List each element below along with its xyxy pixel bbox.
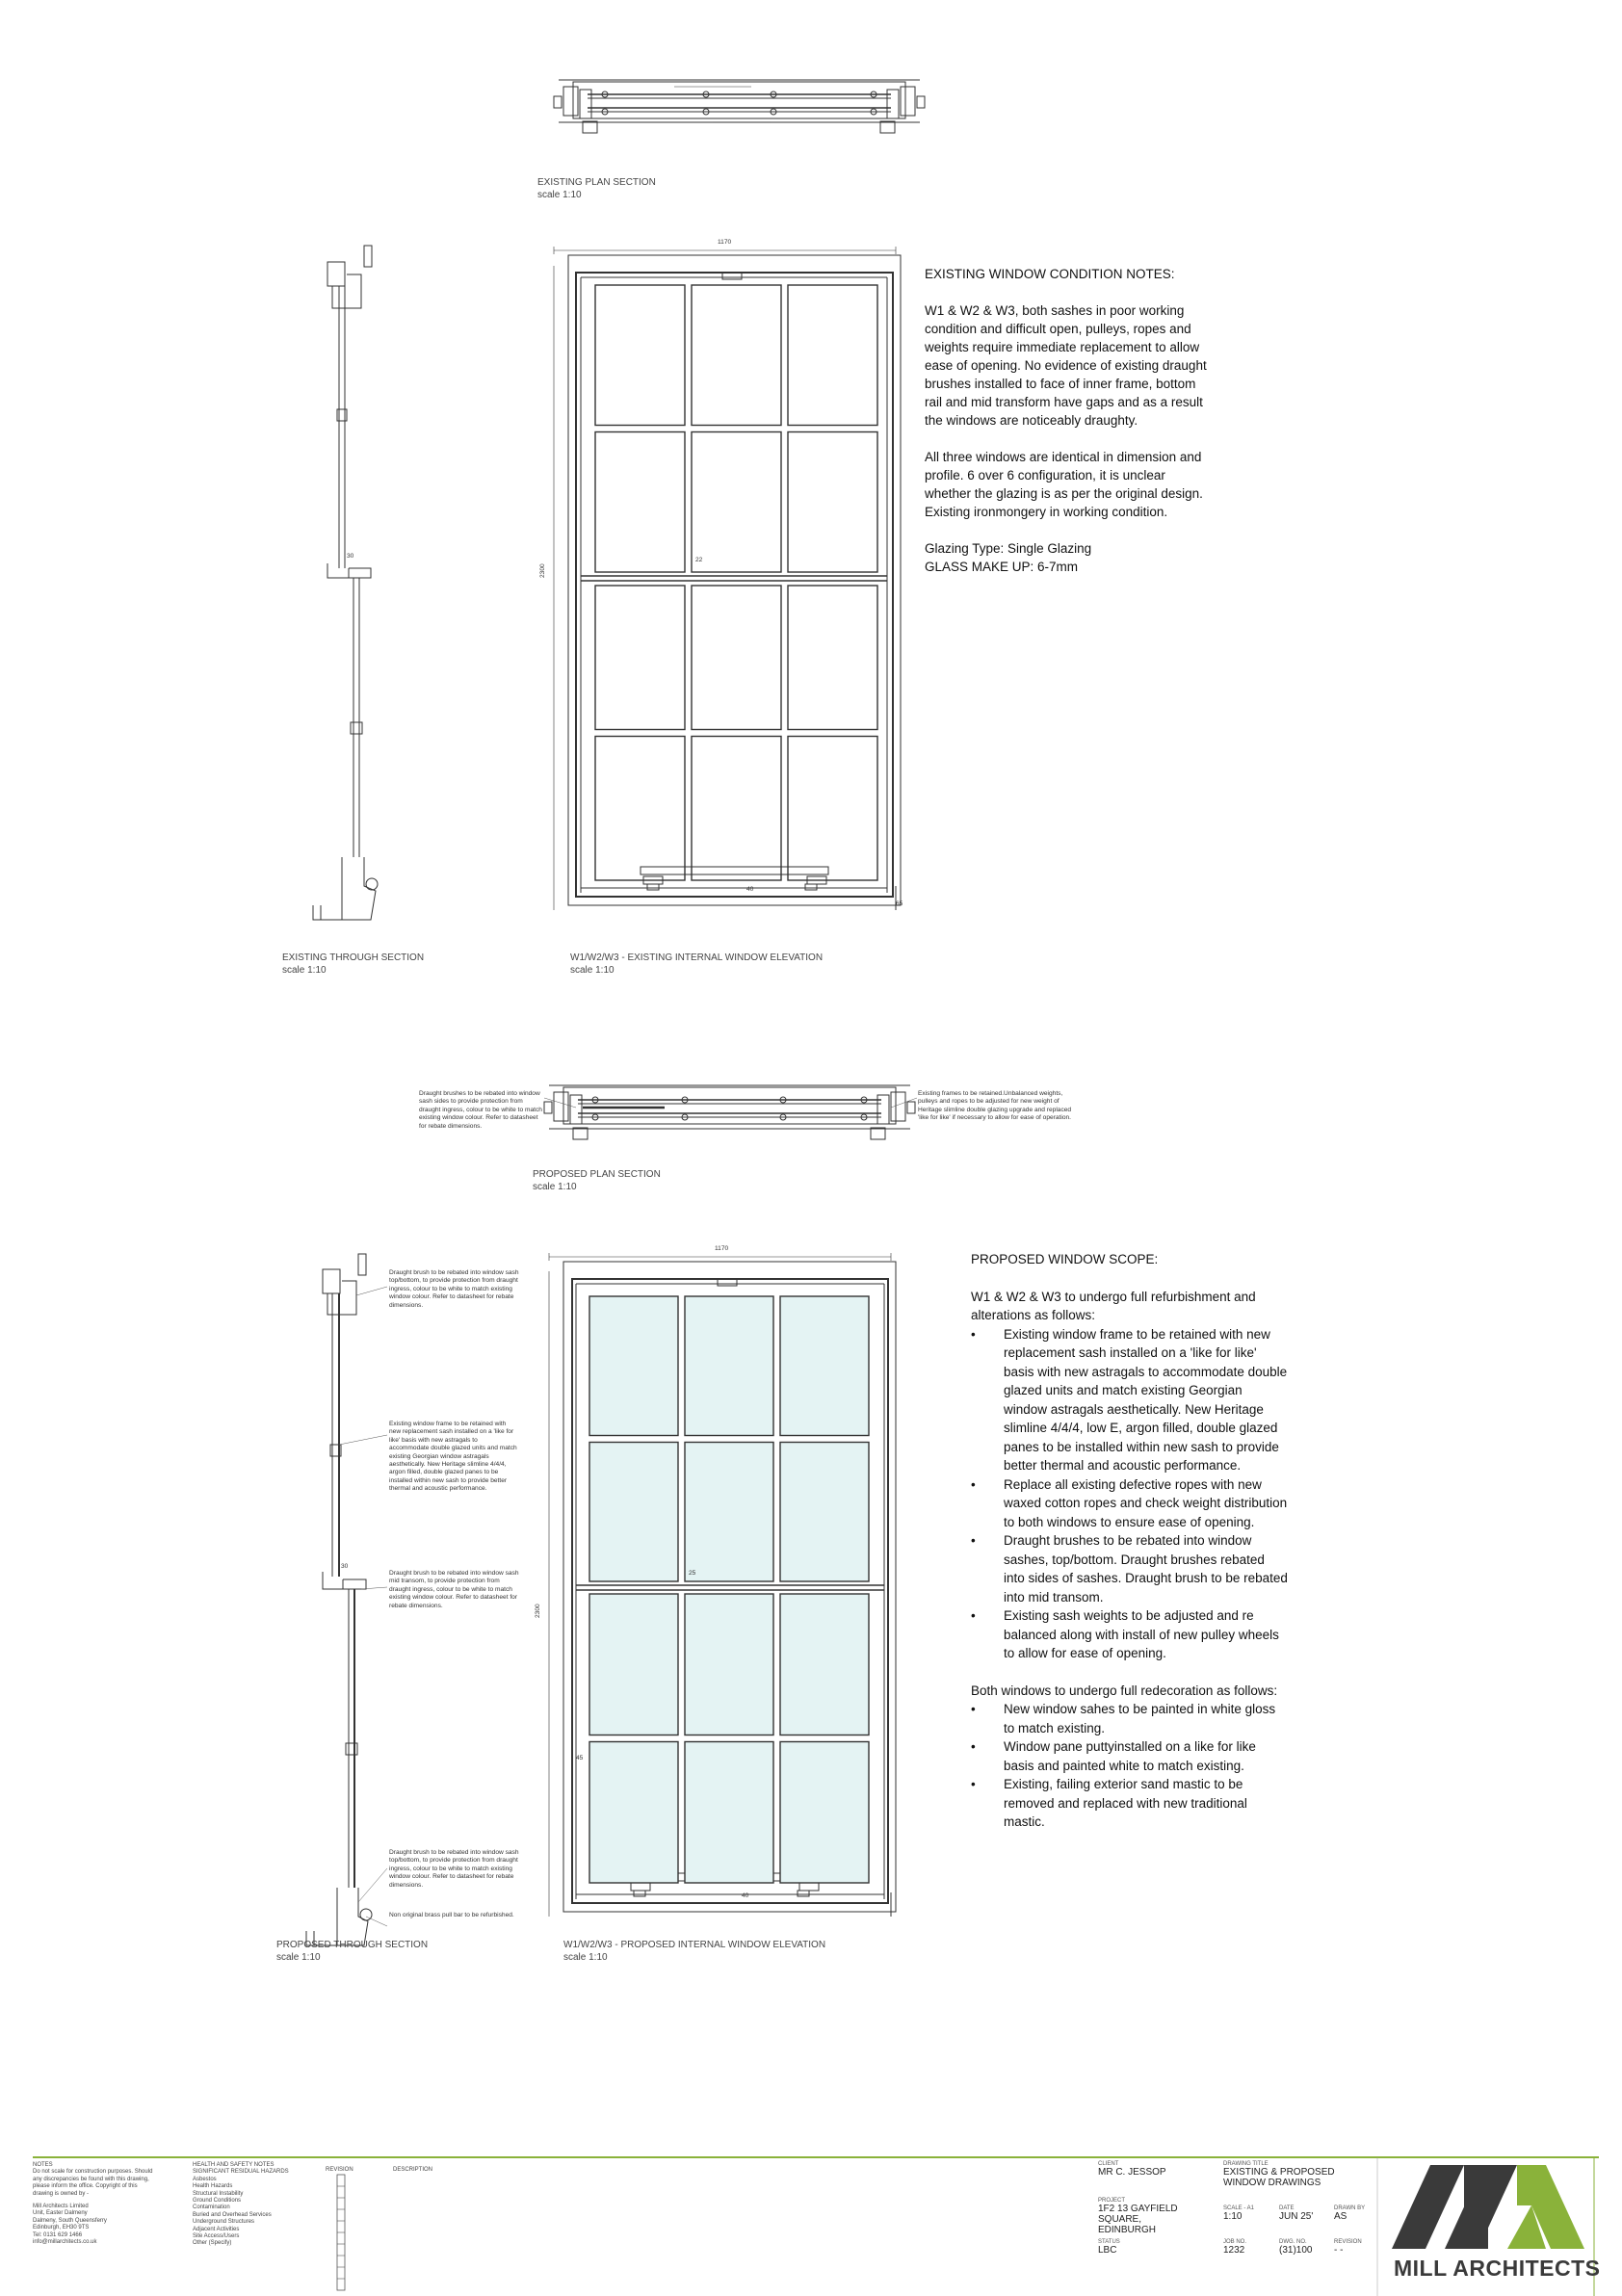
glass-pane (595, 586, 685, 730)
proposed-through-scale: scale 1:10 (276, 1952, 321, 1963)
glass-pane (788, 586, 877, 730)
tb-drawing-title-value: EXISTING & PROPOSED WINDOW DRAWINGS (1223, 2167, 1335, 2188)
section-mid-annotation: Draught brush to be rebated into window sash mid transom, to provide protection from draught ingress, colour to be white to match existing window colour. Refer to datasheet for rebate dimensions. (389, 1570, 519, 1609)
scope-item: • Existing sash weights to be adjusted and re balanced along with install of new pulley wheels to allow for ease of opening. (1004, 1606, 1289, 1663)
existing-notes-title: EXISTING WINDOW CONDITION NOTES: (925, 267, 1175, 281)
proposed-through-title: PROPOSED THROUGH SECTION (276, 1940, 429, 1950)
tb-status (1098, 2239, 1219, 2256)
existing-plan-caption (537, 176, 656, 201)
glass-pane (788, 432, 877, 573)
proposed-plan-scale: scale 1:10 (533, 1182, 577, 1192)
glass-makeup: GLASS MAKE UP: 6-7mm (925, 560, 1079, 574)
existing-elevation-caption (570, 952, 823, 977)
scope-item: • Draught brushes to be rebated into window sashes, top/bottom. Draught brushes rebated into sides of sashes. Draught brush to be rebated into mid transom. (1004, 1531, 1289, 1606)
mill-architects-logo (1392, 2165, 1584, 2249)
glass-pane (595, 737, 685, 881)
proposed-elevation-caption (563, 1939, 825, 1964)
existing-elevation-drawing (554, 247, 901, 910)
proposed-plan-caption (533, 1168, 661, 1193)
scope-item: • Replace all existing defective ropes with new waxed cotton ropes and check weight distribution to both windows to ensure ease of opening. (1004, 1475, 1289, 1532)
tb-drawing-title-label: DRAWING TITLE (1223, 2161, 1269, 2167)
existing-through-title: EXISTING THROUGH SECTION (282, 952, 425, 963)
tb-hs-items: Asbestos Health Hazards Structural Instability Ground Conditions Contamination Buried and Overhead Services Underground Structures Adjacent Activities Site Access/Users Other (Specify) (193, 2176, 272, 2247)
proposed-elevation-title: W1/W2/W3 - PROPOSED INTERNAL WINDOW ELEVATION (563, 1940, 826, 1950)
tb-hs-header: HEALTH AND SAFETY NOTES SIGNIFICANT RESIDUAL HAZARDS (193, 2162, 289, 2176)
existing-dim-65: 65 (896, 900, 903, 907)
existing-elevation-title: W1/W2/W3 - EXISTING INTERNAL WINDOW ELEVATION (570, 952, 824, 963)
tb-status-label: STATUS (1098, 2239, 1120, 2245)
proposed-plan-title: PROPOSED PLAN SECTION (533, 1169, 661, 1180)
tb-scale-value: 1:10 (1223, 2211, 1243, 2222)
glass-pane (589, 1443, 678, 1582)
tb-notes-text: Do not scale for construction purposes. Should any discrepancies be found with this drawing, please inform the office. Copyright of this drawing is owned by - (33, 2169, 153, 2197)
tb-drawing-title (1223, 2161, 1368, 2188)
tb-project (1098, 2198, 1223, 2235)
tb-project-label: PROJECT (1098, 2198, 1126, 2204)
tb-scale-label: SCALE - A1 (1223, 2205, 1255, 2211)
proposed-height-dim: 2300 (535, 1604, 541, 1618)
brand-wordmark: MILL ARCHITECTS (1394, 2256, 1601, 2281)
proposed-dim-25: 25 (689, 1570, 696, 1577)
tb-client-label: CLIENT (1098, 2161, 1119, 2167)
tb-project-value: 1F2 13 GAYFIELD SQUARE, EDINBURGH (1098, 2204, 1178, 2235)
glass-pane (692, 586, 781, 730)
tb-health-safety (193, 2162, 318, 2248)
tb-job (1223, 2239, 1271, 2256)
tb-revision-value: - - (1334, 2245, 1344, 2256)
tb-revision-label: REVISION (1334, 2239, 1362, 2245)
proposed-scope-list (971, 1325, 1289, 1663)
proposed-scope-intro: W1 & W2 & W3 to undergo full refurbishment and alterations as follows: (971, 1289, 1256, 1322)
tb-client-value: MR C. JESSOP (1098, 2167, 1166, 2178)
glass-pane (589, 1742, 678, 1884)
plan-right-annotation: Existing frames to be retained.Unbalanced weights, pulleys and ropes to be adjusted for new weight of Heritage slimline double glazing upgrade and replaced 'like for like' if necessary to allow for ease of operation. (918, 1090, 1072, 1122)
tb-notes (33, 2162, 158, 2246)
existing-dim-30: 30 (347, 553, 354, 560)
glass-pane (685, 1443, 773, 1582)
redecoration-item: • Window pane puttyinstalled on a like for like basis and painted white to match existing. (1004, 1737, 1289, 1775)
glass-pane (788, 737, 877, 881)
existing-dim-22: 22 (695, 557, 703, 563)
glass-pane (692, 432, 781, 573)
existing-width-dim: 1170 (718, 239, 732, 246)
existing-plan-section-drawing (554, 80, 925, 133)
existing-notes (925, 265, 1214, 576)
existing-through-caption (282, 952, 424, 977)
proposed-through-section-drawing (306, 1254, 372, 1945)
section-bottom-annotation: Draught brush to be rebated into window sash top/bottom, to provide protection from draught ingress, colour to be white to match existing window colour. Refer to datasheet for rebate dimensions. (389, 1849, 519, 1889)
glazing-type: Glazing Type: Single Glazing (925, 541, 1092, 556)
redecoration-intro: Both windows to undergo full redecoration as follows: (971, 1683, 1278, 1698)
existing-notes-p1: W1 & W2 & W3, both sashes in poor working condition and difficult open, pulleys, ropes and weights require immediate replacement to allow ease of opening. No evidence of existing draught brushes installed to face of inner frame, bottom rail and mid transform have gaps and as a result the windows are noticeably draughty. (925, 303, 1207, 428)
scope-item: • Existing window frame to be retained with new replacement sash installed on a 'like for like' basis with new astragals to accommodate double glazed units and match existing Georgian window astragals aesthetically. New Heritage slimline 4/4/4, low E, argon filled, double glazed panes to be installed within new sash to provide better thermal and acoustic performance. (1004, 1325, 1289, 1475)
tb-revision (1334, 2239, 1377, 2256)
section-frame-annotation: Existing window frame to be retained with new replacement sash installed on a 'like for like' basis with new astragals to accommodate double glazed units and match existing Georgian window astragals aesthetically. New Heritage slimline 4/4/4, argon filled, double glazed panes to be installed within new sash to provide better thermal and acoustic performance. (389, 1421, 517, 1493)
existing-height-dim: 2300 (539, 563, 546, 578)
existing-plan-title: EXISTING PLAN SECTION (537, 177, 656, 188)
redecoration-item: • Existing, failing exterior sand mastic to be removed and replaced with new traditional mastic. (1004, 1775, 1289, 1832)
glass-pane (780, 1742, 869, 1884)
tb-drawn-value: AS (1334, 2211, 1347, 2222)
existing-through-section-drawing (313, 246, 378, 920)
glass-pane (595, 432, 685, 573)
plan-left-annotation: Draught brushes to be rebated into window sash sides to provide protection from draught ingress, colour to be white to match existing window colour. Refer to datasheet for rebate dimensions. (419, 1090, 542, 1130)
tb-drawn-by (1334, 2205, 1377, 2222)
proposed-dim-30: 30 (341, 1563, 349, 1570)
existing-notes-p2: All three windows are identical in dimension and profile. 6 over 6 configuration, it is unclear whether the glazing is as per the original design. Existing ironmongery in working condition. (925, 450, 1203, 519)
tb-dwg-value: (31)100 (1279, 2245, 1313, 2256)
glass-pane (788, 285, 877, 426)
proposed-scope (971, 1250, 1289, 1832)
proposed-plan-section-drawing (544, 1085, 915, 1139)
glass-pane (780, 1594, 869, 1735)
section-pull-annotation: Non original brass pull bar to be refurbished. (389, 1912, 514, 1918)
glass-pane (692, 285, 781, 426)
proposed-width-dim: 1170 (715, 1245, 729, 1252)
existing-plan-scale: scale 1:10 (537, 190, 582, 200)
glass-pane (780, 1296, 869, 1436)
section-top-annotation: Draught brush to be rebated into window sash top/bottom, to provide protection from draught ingress, colour to be white to match existing window colour. Refer to datasheet for rebate dimensions. (389, 1269, 519, 1309)
glass-pane (685, 1742, 773, 1884)
existing-through-scale: scale 1:10 (282, 965, 327, 976)
existing-dim-40: 40 (746, 886, 754, 893)
proposed-scope-title: PROPOSED WINDOW SCOPE: (971, 1252, 1159, 1266)
tb-description-header: DESCRIPTION (393, 2167, 433, 2173)
redecoration-item: • New window sahes to be painted in white gloss to match existing. (1004, 1700, 1289, 1737)
glass-pane (685, 1296, 773, 1436)
tb-notes-header: NOTES (33, 2162, 53, 2168)
glass-pane (692, 737, 781, 881)
proposed-dim-45: 45 (576, 1755, 584, 1761)
existing-glazing-panes (595, 285, 877, 880)
tb-drawn-label: DRAWN BY (1334, 2205, 1366, 2211)
tb-status-value: LBC (1098, 2245, 1117, 2256)
tb-job-label: JOB NO. (1223, 2239, 1247, 2245)
tb-revision-header: REVISION (326, 2167, 353, 2173)
glass-pane (589, 1594, 678, 1735)
proposed-dim-40: 40 (742, 1892, 749, 1899)
tb-job-value: 1232 (1223, 2245, 1245, 2256)
tb-dwg (1279, 2239, 1332, 2256)
tb-dwg-label: DWG. NO. (1279, 2239, 1307, 2245)
glass-pane (595, 285, 685, 426)
tb-date-value: JUN 25' (1279, 2211, 1314, 2222)
tb-date-label: DATE (1279, 2205, 1295, 2211)
glass-pane (780, 1443, 869, 1582)
tb-date (1279, 2205, 1327, 2222)
tb-client (1098, 2161, 1219, 2178)
proposed-elevation-scale: scale 1:10 (563, 1952, 608, 1963)
glass-pane (589, 1296, 678, 1436)
tb-office: Mill Architects Limited Unit, Easter Dalmeny Dalmeny, South Queensferry Edinburgh, EH30 9TS Tel: 0131 629 1466 info@millarchitects.co.uk (33, 2204, 107, 2246)
tb-scale (1223, 2205, 1271, 2222)
redecoration-list (971, 1700, 1289, 1832)
existing-elevation-scale: scale 1:10 (570, 965, 615, 976)
proposed-through-caption (276, 1939, 428, 1964)
glass-pane (685, 1594, 773, 1735)
